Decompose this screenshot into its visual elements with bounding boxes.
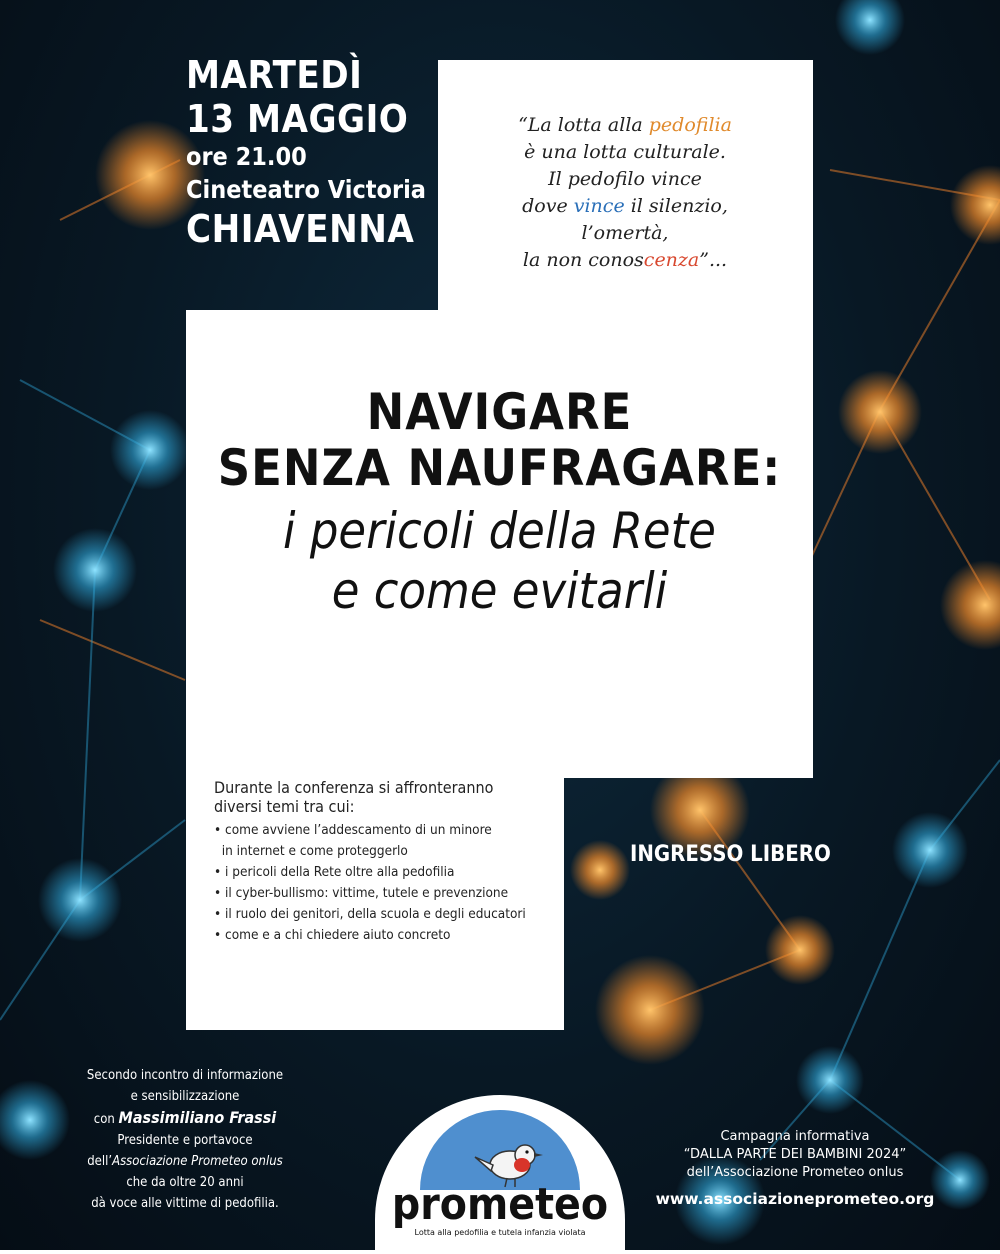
subtitle-line-1: i pericoli della Rete [283, 502, 716, 560]
event-time: ore 21.00 [186, 142, 307, 171]
topic-item: • il cyber-bullismo: vittime, tutele e prevenzione [214, 883, 554, 904]
quote-fragment: vince [573, 195, 625, 217]
quote-fragment: pedofilia [648, 114, 732, 136]
speaker-line: e sensibilizzazione [130, 1089, 240, 1104]
quote-fragment: cenza [643, 249, 700, 271]
quote-fragment: la non conos [522, 249, 644, 271]
campaign-line: “DALLA PARTE DEI BAMBINI 2024” [683, 1147, 907, 1162]
speaker-line: Secondo incontro di informazione [86, 1068, 284, 1083]
topic-item: • come avviene l’addescamento di un minore [214, 820, 554, 841]
speaker-role: Presidente e portavoce [117, 1133, 253, 1148]
quote-text [440, 112, 810, 274]
quote-fragment: “La lotta alla [518, 114, 649, 136]
speaker-assoc-prefix: dell’ [87, 1154, 113, 1169]
topic-item: • il ruolo dei genitori, della scuola e degli educatori [214, 904, 554, 925]
subtitle-line-2: e come evitarli [331, 562, 668, 620]
speaker-line: che da oltre 20 anni [126, 1175, 244, 1190]
quote-line: l’omertà, [581, 222, 669, 244]
campaign-info [650, 1128, 940, 1208]
title-line-2: SENZA NAUFRAGARE: [217, 439, 782, 497]
topics-intro: Durante la conferenza si affronteranno [214, 778, 494, 797]
campaign-line: dell’Associazione Prometeo onlus [686, 1165, 904, 1180]
quote-fragment: ”... [699, 249, 728, 271]
speaker-line: dà voce alle vittime di pedofilia. [91, 1196, 279, 1211]
conference-title [186, 384, 813, 620]
event-details [186, 53, 426, 254]
event-venue: Cineteatro Victoria [186, 175, 426, 204]
topic-item: • i pericoli della Rete oltre alla pedofilia [214, 862, 554, 883]
speaker-name: Massimiliano Frassi [118, 1108, 277, 1127]
topic-item: • come e a chi chiedere aiuto concreto [214, 925, 554, 946]
speaker-with: con [93, 1112, 119, 1127]
quote-line: Il pedofilo vince [548, 168, 702, 190]
quote-fragment: dove [522, 195, 574, 217]
website-link[interactable]: www.associazioneprometeo.org [655, 1190, 935, 1208]
quote-fragment: il silenzio, [624, 195, 728, 217]
speaker-info [60, 1065, 310, 1214]
campaign-line: Campagna informativa [720, 1129, 870, 1144]
admission-label: INGRESSO LIBERO [630, 842, 831, 867]
topic-item: in internet e come proteggerlo [221, 843, 408, 859]
title-line-1: NAVIGARE [366, 383, 633, 441]
event-date: 13 MAGGIO [186, 97, 409, 141]
speaker-assoc-name: Associazione Prometeo onlus [112, 1154, 283, 1169]
quote-line: è una lotta culturale. [524, 141, 726, 163]
topics-intro: diversi temi tra cui: [214, 797, 355, 816]
logo-name: prometeo [391, 1179, 609, 1230]
prometeo-logo [375, 1095, 625, 1250]
logo-tagline: Lotta alla pedofilia e tutela infanzia violata [414, 1228, 586, 1237]
topics-list [214, 778, 554, 946]
event-city: CHIAVENNA [186, 207, 415, 251]
event-day: MARTEDÌ [186, 53, 363, 97]
